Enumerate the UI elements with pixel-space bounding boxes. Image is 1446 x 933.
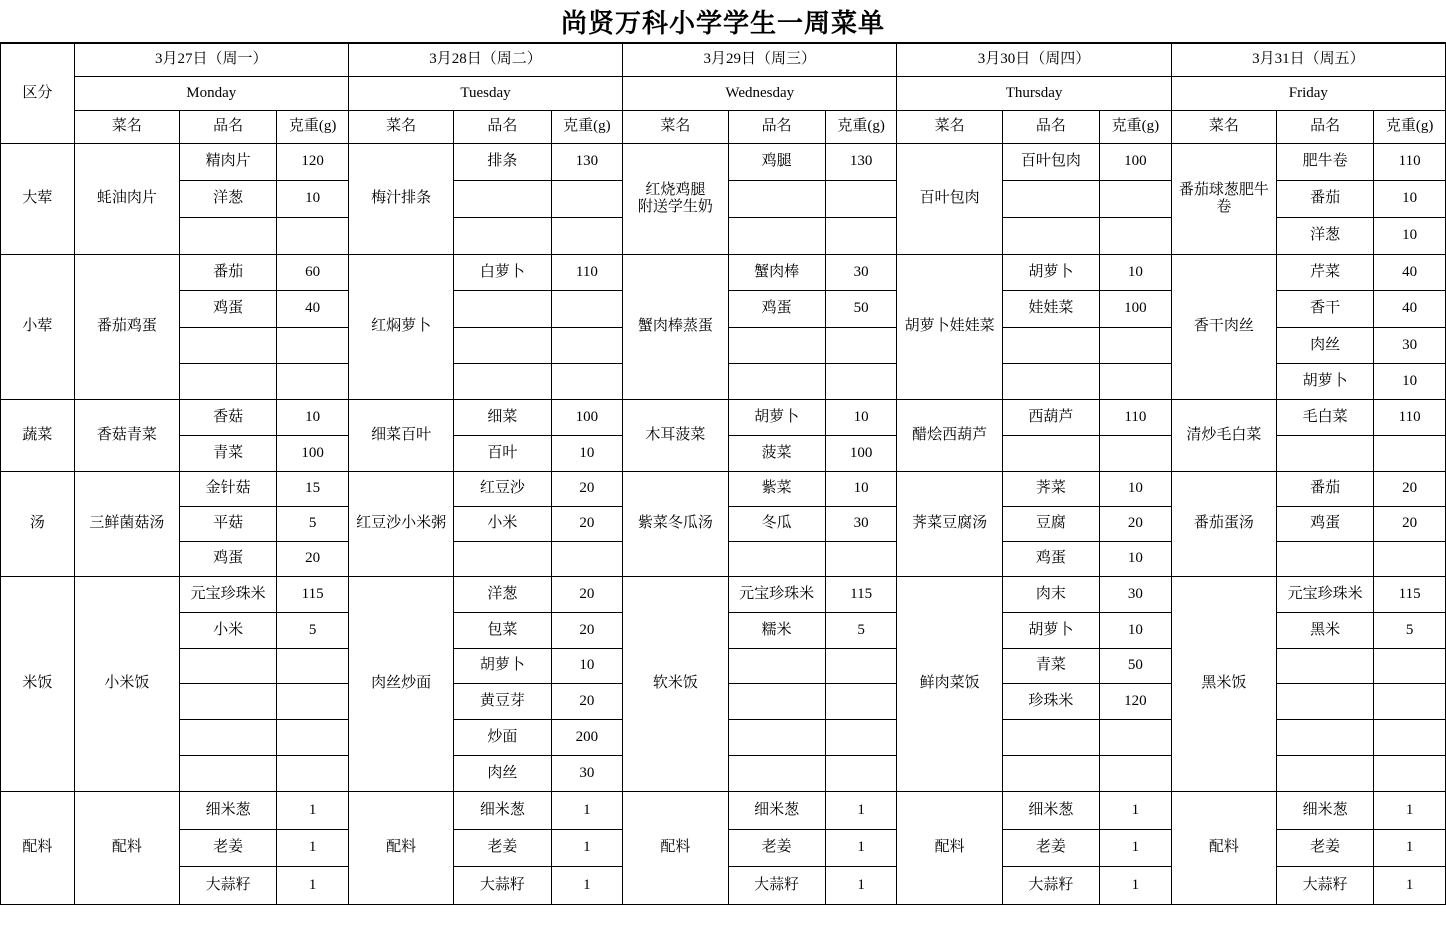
gram-weight-cell: 1 [1374, 867, 1446, 905]
empty-gram-cell [825, 720, 897, 756]
ingredient-cell: 肉丝 [1277, 327, 1374, 363]
ingredient-cell: 黄豆芽 [454, 684, 551, 720]
ingredient-cell: 鸡蛋 [1002, 542, 1099, 577]
gram-weight-cell: 20 [277, 542, 349, 577]
empty-ingredient-cell [1002, 327, 1099, 363]
gram-weight-cell: 115 [1374, 577, 1446, 613]
gram-weight-cell: 30 [1100, 577, 1172, 613]
dish-name-cell: 香干肉丝 [1171, 255, 1276, 400]
gram-weight-cell: 115 [277, 577, 349, 613]
dish-name-cell: 红烧鸡腿 附送学生奶 [623, 144, 728, 255]
dish-name-cell: 醋烩西葫芦 [897, 400, 1002, 472]
dish-name-cell: 番茄球葱肥牛卷 [1171, 144, 1276, 255]
empty-gram-cell [277, 218, 349, 255]
table-row [1, 400, 1446, 436]
ingredient-cell: 元宝珍珠米 [728, 577, 825, 613]
gram-weight-cell: 1 [277, 829, 349, 867]
dish-name-cell: 配料 [1171, 791, 1276, 904]
ingredient-cell: 青菜 [180, 436, 277, 472]
day-english-header-tuesday: Tuesday [348, 77, 622, 111]
empty-gram-cell [825, 542, 897, 577]
gram-weight-cell: 1 [825, 791, 897, 829]
empty-ingredient-cell [1002, 218, 1099, 255]
empty-ingredient-cell [454, 218, 551, 255]
ingredient-cell: 老姜 [728, 829, 825, 867]
ingredient-cell: 黑米 [1277, 612, 1374, 648]
empty-gram-cell [1374, 756, 1446, 792]
day-english-header-monday: Monday [74, 77, 348, 111]
gram-weight-cell: 10 [825, 400, 897, 436]
empty-ingredient-cell [180, 684, 277, 720]
ingredient-cell: 蟹肉棒 [728, 255, 825, 291]
dish-name-cell: 清炒毛白菜 [1171, 400, 1276, 472]
gram-weight-cell: 100 [1100, 144, 1172, 181]
gram-weight-cell: 20 [1374, 472, 1446, 507]
gram-weight-cell: 1 [277, 791, 349, 829]
dish-name-cell: 鲜肉菜饭 [897, 577, 1002, 792]
table-header [1, 44, 1446, 144]
ingredient-cell: 胡萝卜 [1002, 255, 1099, 291]
ingredient-cell: 小米 [454, 507, 551, 542]
gram-weight-cell: 120 [1100, 684, 1172, 720]
dish-name-cell: 荠菜豆腐汤 [897, 472, 1002, 577]
empty-gram-cell [1100, 436, 1172, 472]
empty-gram-cell [825, 684, 897, 720]
gram-weight-cell: 100 [1100, 291, 1172, 327]
gram-weight-cell: 40 [277, 291, 349, 327]
ingredient-cell: 细米葱 [180, 791, 277, 829]
gram-weight-cell: 10 [1100, 612, 1172, 648]
ingredient-cell: 精肉片 [180, 144, 277, 181]
gram-weight-cell: 10 [1374, 181, 1446, 218]
empty-ingredient-cell [728, 218, 825, 255]
gram-weight-cell: 10 [1374, 363, 1446, 399]
category-cell-蔬菜: 蔬菜 [1, 400, 75, 472]
gram-weight-cell: 1 [1100, 867, 1172, 905]
empty-gram-cell [825, 218, 897, 255]
ingredient-cell: 大蒜籽 [728, 867, 825, 905]
gram-weight-cell: 130 [825, 144, 897, 181]
empty-ingredient-cell [454, 181, 551, 218]
empty-gram-cell [1100, 327, 1172, 363]
empty-gram-cell [1374, 720, 1446, 756]
gram-weight-cell: 20 [1374, 507, 1446, 542]
ingredient-cell: 肉丝 [454, 756, 551, 792]
dish-name-cell: 三鲜菌菇汤 [74, 472, 179, 577]
empty-ingredient-cell [180, 218, 277, 255]
item-column-header-thursday: 品名 [1002, 111, 1099, 144]
gram-weight-cell: 5 [277, 612, 349, 648]
empty-ingredient-cell [180, 648, 277, 684]
ingredient-cell: 菠菜 [728, 436, 825, 472]
dish-name-cell: 蚝油肉片 [74, 144, 179, 255]
empty-ingredient-cell [454, 542, 551, 577]
empty-ingredient-cell [1002, 363, 1099, 399]
dish-name-cell: 木耳菠菜 [623, 400, 728, 472]
dish-name-cell: 细菜百叶 [348, 400, 453, 472]
empty-ingredient-cell [1277, 756, 1374, 792]
gram-column-header-tuesday: 克重(g) [551, 111, 623, 144]
empty-ingredient-cell [728, 363, 825, 399]
day-date-header-thursday: 3月30日（周四） [897, 44, 1171, 77]
weekly-menu-table [0, 43, 1446, 905]
dish-column-header-thursday: 菜名 [897, 111, 1002, 144]
gram-weight-cell: 1 [825, 867, 897, 905]
ingredient-cell: 金针菇 [180, 472, 277, 507]
ingredient-cell: 西葫芦 [1002, 400, 1099, 436]
dish-name-cell: 红焖萝卜 [348, 255, 453, 400]
empty-ingredient-cell [454, 327, 551, 363]
gram-weight-cell: 1 [1100, 791, 1172, 829]
empty-gram-cell [551, 291, 623, 327]
gram-weight-cell: 10 [551, 648, 623, 684]
gram-weight-cell: 110 [551, 255, 623, 291]
day-date-header-wednesday: 3月29日（周三） [623, 44, 897, 77]
gram-weight-cell: 30 [825, 255, 897, 291]
gram-weight-cell: 20 [551, 472, 623, 507]
empty-ingredient-cell [728, 648, 825, 684]
ingredient-cell: 洋葱 [454, 577, 551, 613]
dish-name-cell: 小米饭 [74, 577, 179, 792]
gram-weight-cell: 10 [277, 400, 349, 436]
empty-ingredient-cell [1277, 684, 1374, 720]
gram-weight-cell: 1 [1374, 829, 1446, 867]
empty-ingredient-cell [454, 291, 551, 327]
region-header: 区分 [1, 44, 75, 144]
ingredient-cell: 毛白菜 [1277, 400, 1374, 436]
dish-name-cell: 红豆沙小米粥 [348, 472, 453, 577]
ingredient-cell: 细米葱 [728, 791, 825, 829]
dish-name-cell: 番茄鸡蛋 [74, 255, 179, 400]
ingredient-cell: 元宝珍珠米 [180, 577, 277, 613]
category-cell-配料: 配料 [1, 791, 75, 904]
gram-weight-cell: 5 [1374, 612, 1446, 648]
empty-gram-cell [1374, 542, 1446, 577]
day-date-header-monday: 3月27日（周一） [74, 44, 348, 77]
empty-ingredient-cell [180, 363, 277, 399]
gram-weight-cell: 110 [1100, 400, 1172, 436]
ingredient-cell: 排条 [454, 144, 551, 181]
gram-weight-cell: 100 [277, 436, 349, 472]
category-cell-小荤: 小荤 [1, 255, 75, 400]
empty-ingredient-cell [728, 684, 825, 720]
gram-weight-cell: 10 [277, 181, 349, 218]
gram-column-header-monday: 克重(g) [277, 111, 349, 144]
empty-ingredient-cell [1002, 756, 1099, 792]
ingredient-cell: 大蒜籽 [1277, 867, 1374, 905]
gram-weight-cell: 50 [825, 291, 897, 327]
empty-gram-cell [825, 756, 897, 792]
dish-name-cell: 配料 [897, 791, 1002, 904]
empty-gram-cell [551, 542, 623, 577]
gram-weight-cell: 10 [1374, 218, 1446, 255]
empty-gram-cell [1100, 756, 1172, 792]
category-cell-大荤: 大荤 [1, 144, 75, 255]
dish-name-cell: 蟹肉棒蒸蛋 [623, 255, 728, 400]
ingredient-cell: 老姜 [454, 829, 551, 867]
gram-weight-cell: 130 [551, 144, 623, 181]
gram-column-header-friday: 克重(g) [1374, 111, 1446, 144]
empty-gram-cell [277, 756, 349, 792]
day-english-header-wednesday: Wednesday [623, 77, 897, 111]
ingredient-cell: 包菜 [454, 612, 551, 648]
item-column-header-wednesday: 品名 [728, 111, 825, 144]
gram-weight-cell: 10 [825, 472, 897, 507]
ingredient-cell: 胡萝卜 [454, 648, 551, 684]
day-english-header-thursday: Thursday [897, 77, 1171, 111]
day-date-header-friday: 3月31日（周五） [1171, 44, 1445, 77]
empty-ingredient-cell [1002, 720, 1099, 756]
empty-ingredient-cell [728, 756, 825, 792]
gram-weight-cell: 115 [825, 577, 897, 613]
gram-column-header-wednesday: 克重(g) [825, 111, 897, 144]
ingredient-cell: 大蒜籽 [454, 867, 551, 905]
gram-weight-cell: 1 [825, 829, 897, 867]
gram-weight-cell: 20 [551, 612, 623, 648]
ingredient-cell: 洋葱 [180, 181, 277, 218]
gram-weight-cell: 100 [825, 436, 897, 472]
gram-column-header-thursday: 克重(g) [1100, 111, 1172, 144]
dish-name-cell: 百叶包肉 [897, 144, 1002, 255]
empty-ingredient-cell [454, 363, 551, 399]
dish-column-header-monday: 菜名 [74, 111, 179, 144]
gram-weight-cell: 20 [551, 684, 623, 720]
ingredient-cell: 鸡蛋 [1277, 507, 1374, 542]
gram-weight-cell: 50 [1100, 648, 1172, 684]
empty-ingredient-cell [180, 720, 277, 756]
empty-ingredient-cell [728, 327, 825, 363]
table-row [1, 577, 1446, 613]
dish-name-cell: 配料 [623, 791, 728, 904]
ingredient-cell: 大蒜籽 [180, 867, 277, 905]
empty-gram-cell [277, 720, 349, 756]
gram-weight-cell: 10 [551, 436, 623, 472]
empty-ingredient-cell [1277, 542, 1374, 577]
gram-weight-cell: 30 [551, 756, 623, 792]
ingredient-cell: 番茄 [1277, 472, 1374, 507]
ingredient-cell: 肥牛卷 [1277, 144, 1374, 181]
empty-gram-cell [277, 648, 349, 684]
day-date-header-tuesday: 3月28日（周二） [348, 44, 622, 77]
dish-column-header-friday: 菜名 [1171, 111, 1276, 144]
ingredient-cell: 百叶 [454, 436, 551, 472]
dish-name-cell: 番茄蛋汤 [1171, 472, 1276, 577]
empty-ingredient-cell [180, 327, 277, 363]
ingredient-cell: 鸡蛋 [180, 542, 277, 577]
ingredient-cell: 红豆沙 [454, 472, 551, 507]
dish-name-cell: 梅汁排条 [348, 144, 453, 255]
ingredient-cell: 洋葱 [1277, 218, 1374, 255]
ingredient-cell: 元宝珍珠米 [1277, 577, 1374, 613]
item-column-header-tuesday: 品名 [454, 111, 551, 144]
item-column-header-friday: 品名 [1277, 111, 1374, 144]
empty-gram-cell [277, 327, 349, 363]
ingredient-cell: 糯米 [728, 612, 825, 648]
ingredient-cell: 老姜 [1002, 829, 1099, 867]
empty-gram-cell [825, 181, 897, 218]
empty-ingredient-cell [1002, 436, 1099, 472]
ingredient-cell: 炒面 [454, 720, 551, 756]
gram-weight-cell: 40 [1374, 291, 1446, 327]
empty-gram-cell [277, 684, 349, 720]
empty-gram-cell [551, 218, 623, 255]
empty-ingredient-cell [728, 542, 825, 577]
ingredient-cell: 冬瓜 [728, 507, 825, 542]
ingredient-cell: 老姜 [1277, 829, 1374, 867]
ingredient-cell: 荠菜 [1002, 472, 1099, 507]
ingredient-cell: 细菜 [454, 400, 551, 436]
dish-name-cell: 胡萝卜娃娃菜 [897, 255, 1002, 400]
empty-gram-cell [277, 363, 349, 399]
gram-weight-cell: 40 [1374, 255, 1446, 291]
dish-name-cell: 香菇青菜 [74, 400, 179, 472]
dish-name-cell: 配料 [74, 791, 179, 904]
ingredient-cell: 鸡蛋 [728, 291, 825, 327]
empty-gram-cell [551, 327, 623, 363]
category-cell-汤: 汤 [1, 472, 75, 577]
dish-name-cell: 配料 [348, 791, 453, 904]
dish-name-cell: 软米饭 [623, 577, 728, 792]
gram-weight-cell: 5 [277, 507, 349, 542]
ingredient-cell: 平菇 [180, 507, 277, 542]
gram-weight-cell: 100 [551, 400, 623, 436]
empty-ingredient-cell [1277, 648, 1374, 684]
category-cell-米饭: 米饭 [1, 577, 75, 792]
page-title: 尚贤万科小学学生一周菜单 [560, 8, 885, 38]
gram-weight-cell: 20 [551, 577, 623, 613]
empty-gram-cell [1374, 648, 1446, 684]
gram-weight-cell: 60 [277, 255, 349, 291]
gram-weight-cell: 10 [1100, 542, 1172, 577]
empty-gram-cell [551, 181, 623, 218]
dish-name-cell: 肉丝炒面 [348, 577, 453, 792]
gram-weight-cell: 30 [825, 507, 897, 542]
gram-weight-cell: 10 [1100, 472, 1172, 507]
gram-weight-cell: 10 [1100, 255, 1172, 291]
ingredient-cell: 鸡蛋 [180, 291, 277, 327]
dish-name-cell: 黑米饭 [1171, 577, 1276, 792]
ingredient-cell: 芹菜 [1277, 255, 1374, 291]
day-english-header-friday: Friday [1171, 77, 1445, 111]
empty-gram-cell [551, 363, 623, 399]
ingredient-cell: 小米 [180, 612, 277, 648]
empty-gram-cell [1100, 720, 1172, 756]
empty-ingredient-cell [1277, 436, 1374, 472]
gram-weight-cell: 120 [277, 144, 349, 181]
ingredient-cell: 细米葱 [1002, 791, 1099, 829]
ingredient-cell: 白萝卜 [454, 255, 551, 291]
ingredient-cell: 细米葱 [454, 791, 551, 829]
page-title-bar [0, 0, 1446, 43]
empty-ingredient-cell [728, 181, 825, 218]
ingredient-cell: 青菜 [1002, 648, 1099, 684]
ingredient-cell: 豆腐 [1002, 507, 1099, 542]
gram-weight-cell: 200 [551, 720, 623, 756]
gram-weight-cell: 1 [551, 829, 623, 867]
empty-ingredient-cell [1002, 181, 1099, 218]
ingredient-cell: 胡萝卜 [728, 400, 825, 436]
empty-gram-cell [1100, 363, 1172, 399]
ingredient-cell: 番茄 [180, 255, 277, 291]
ingredient-cell: 番茄 [1277, 181, 1374, 218]
ingredient-cell: 胡萝卜 [1002, 612, 1099, 648]
dish-column-header-tuesday: 菜名 [348, 111, 453, 144]
empty-ingredient-cell [1277, 720, 1374, 756]
ingredient-cell: 细米葱 [1277, 791, 1374, 829]
gram-weight-cell: 20 [1100, 507, 1172, 542]
gram-weight-cell: 15 [277, 472, 349, 507]
empty-gram-cell [825, 648, 897, 684]
ingredient-cell: 鸡腿 [728, 144, 825, 181]
empty-ingredient-cell [180, 756, 277, 792]
dish-column-header-wednesday: 菜名 [623, 111, 728, 144]
empty-gram-cell [825, 327, 897, 363]
empty-gram-cell [1374, 684, 1446, 720]
gram-weight-cell: 1 [277, 867, 349, 905]
gram-weight-cell: 1 [1374, 791, 1446, 829]
table-row [1, 144, 1446, 181]
empty-gram-cell [1100, 218, 1172, 255]
table-body [1, 144, 1446, 905]
item-column-header-monday: 品名 [180, 111, 277, 144]
table-row [1, 472, 1446, 507]
ingredient-cell: 大蒜籽 [1002, 867, 1099, 905]
table-row [1, 255, 1446, 291]
gram-weight-cell: 20 [551, 507, 623, 542]
ingredient-cell: 娃娃菜 [1002, 291, 1099, 327]
ingredient-cell: 香干 [1277, 291, 1374, 327]
empty-gram-cell [1100, 181, 1172, 218]
gram-weight-cell: 110 [1374, 400, 1446, 436]
gram-weight-cell: 110 [1374, 144, 1446, 181]
ingredient-cell: 珍珠米 [1002, 684, 1099, 720]
ingredient-cell: 紫菜 [728, 472, 825, 507]
gram-weight-cell: 1 [551, 867, 623, 905]
ingredient-cell: 百叶包肉 [1002, 144, 1099, 181]
gram-weight-cell: 30 [1374, 327, 1446, 363]
ingredient-cell: 老姜 [180, 829, 277, 867]
ingredient-cell: 胡萝卜 [1277, 363, 1374, 399]
empty-ingredient-cell [728, 720, 825, 756]
gram-weight-cell: 1 [551, 791, 623, 829]
gram-weight-cell: 5 [825, 612, 897, 648]
ingredient-cell: 肉末 [1002, 577, 1099, 613]
empty-gram-cell [825, 363, 897, 399]
gram-weight-cell: 1 [1100, 829, 1172, 867]
dish-name-cell: 紫菜冬瓜汤 [623, 472, 728, 577]
ingredient-cell: 香菇 [180, 400, 277, 436]
table-row [1, 791, 1446, 829]
empty-gram-cell [1374, 436, 1446, 472]
